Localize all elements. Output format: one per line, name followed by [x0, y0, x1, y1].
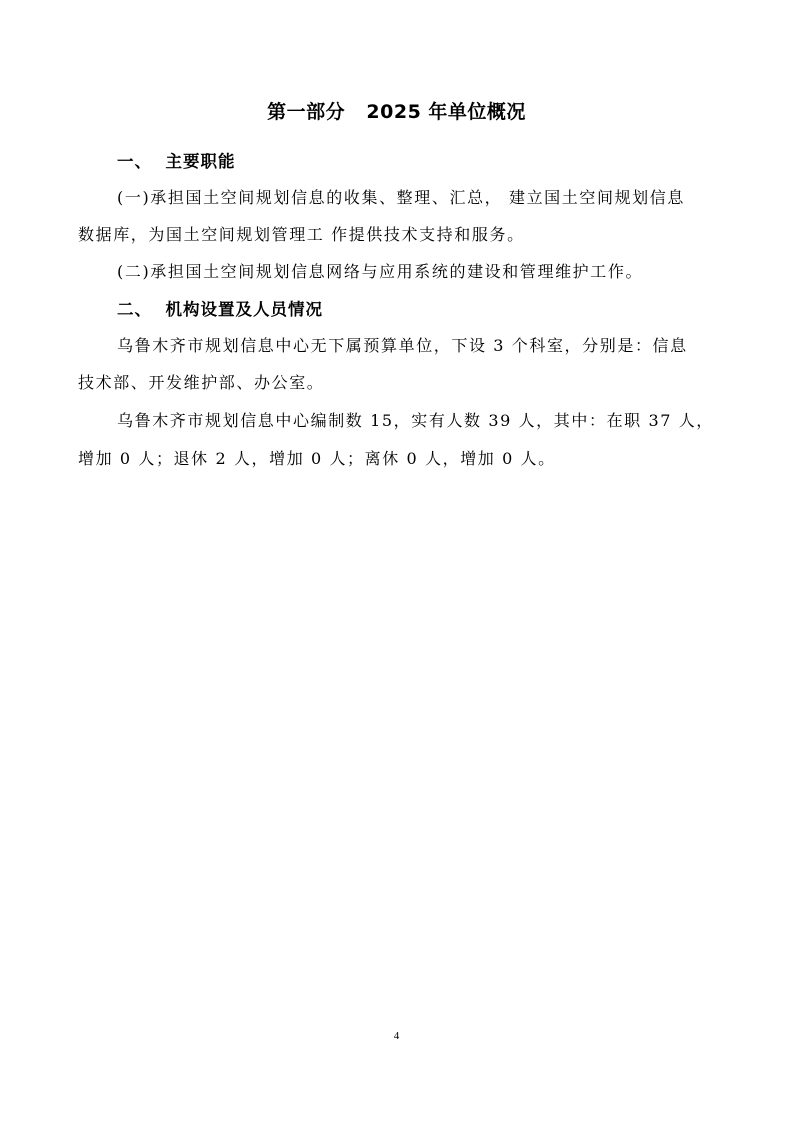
paragraph-line: 数据库，为国土空间规划管理工 作提供技术支持和服务。 [78, 225, 525, 244]
paragraph-line: (一)承担国土空间规划信息的收集、整理、汇总， 建立国土空间规划信息 [117, 188, 685, 207]
paragraph-line: 乌鲁木齐市规划信息中心无下属预算单位，下设 3 个科室，分别是：信息 [117, 336, 688, 355]
paragraph-line: (二)承担国土空间规划信息网络与应用系统的建设和管理维护工作。 [117, 262, 644, 281]
page-number: 4 [393, 1030, 400, 1042]
paragraph-line: 技术部、开发维护部、办公室。 [78, 373, 325, 392]
section-heading-main-functions: 一、 主要职能 [117, 152, 236, 171]
paragraph-line: 乌鲁木齐市规划信息中心编制数 15，实有人数 39 人，其中：在职 37 人， [117, 411, 714, 430]
page-title: 第一部分 2025 年单位概况 [267, 101, 526, 123]
paragraph-line: 增加 0 人；退休 2 人，增加 0 人；离休 0 人，增加 0 人。 [78, 449, 556, 468]
section-heading-organization-staffing: 二、 机构设置及人员情况 [117, 300, 323, 319]
